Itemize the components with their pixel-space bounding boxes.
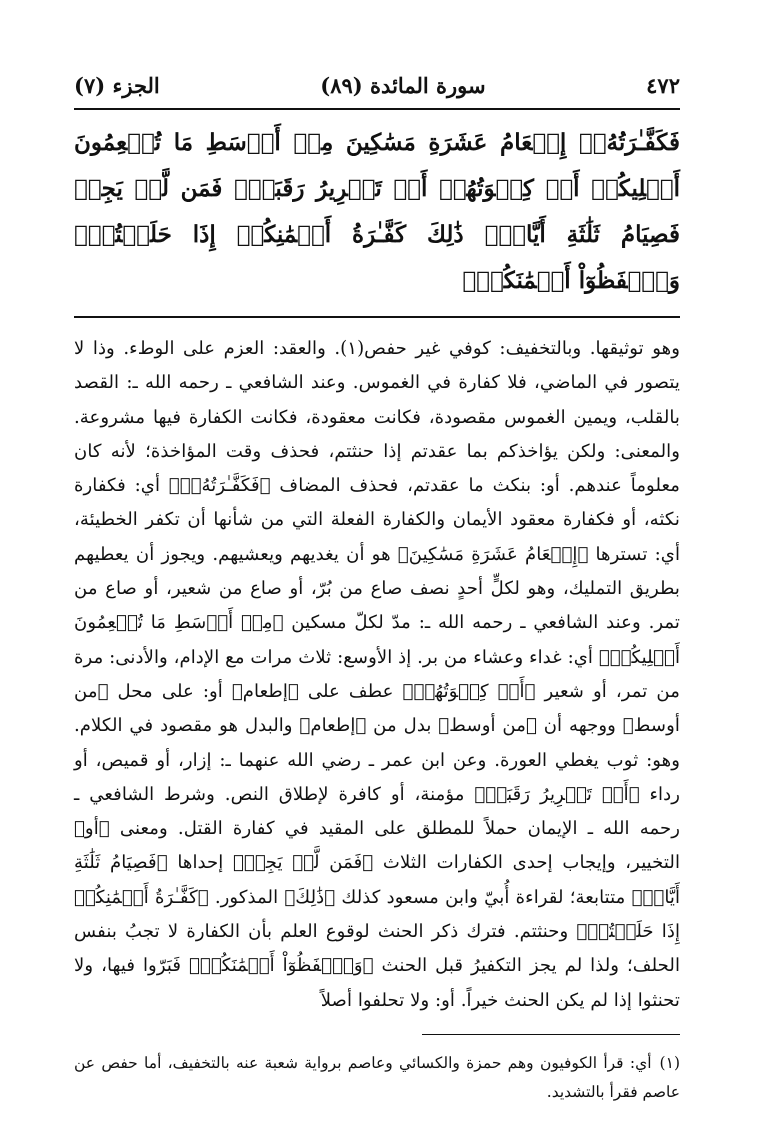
surah-title: سورة المائدة (٨٩) [320,72,486,98]
footnote-number: (١) [659,1053,680,1072]
page-number: ٤٧٢ [646,72,680,98]
tafsir-paragraph: وهو توثيقها. وبالتخفيف: كوفي غير حفص(١). والعقد: العزم على الوطء. وذا لا يتصور في الماضي، فلا كفارة في الغموس. وعند الشافعي ـ رحمه الله ـ: القصد بالقلب، ويمين الغموس مقصودة، فكانت معقودة، فكانت الكفارة فيها مشروعة. والمعنى: ولكن يؤاخذكم بما عقدتم إذا حنثتم، فحذف وقت المؤاخذة؛ لأنه كان معلوماً عندهم. أو: بنكث ما عقدتم، فحذف المضاف ﴿فَكَفَّـٰرَتُهُۥٓ﴾ أي: فكفارة نكثه، أو فكفارة معقود الأيمان والكفارة الفعلة التي من شأنها أن تكفر الخطيئة، أي: تسترها ﴿إِطۡعَامُ عَشَرَةِ مَسَٰكِينَ﴾ هو أن يغديهم ويعشيهم. ويجوز أن يعطيهم بطريق التمليك، وهو لكلٍّ أحدٍ نصف صاع من بُرّ، أو صاع من شعير، أو صاع من تمر. وعند الشافعي ـ رحمه الله ـ: مدّ لكلّ مسكين ﴿مِنۡ أَوۡسَطِ مَا تُطۡعِمُونَ أَهۡلِيكُمۡ﴾ أي: غداء وعشاء من بر. إذ الأوسع: ثلاث مرات مع الإدام، والأدنى: مرة من تمر، أو شعير ﴿أَوۡ كِسۡوَتُهُمۡ﴾ عطف على ﴿إطعام﴾ أو: على محل ﴿من أوسط﴾ ووجهه أن ﴿من أوسط﴾ بدل من ﴿إطعام﴾ والبدل هو مقصود في الكلام. وهو: ثوب يغطي العورة. وعن ابن عمر ـ رضي الله عنهما ـ: إزار، أو قميص، أو رداء ﴿أَوۡ تَحۡرِيرُ رَقَبَةٖ﴾ مؤمنة، أو كافرة لإطلاق النص. وشرط الشافعي ـ رحمه الله ـ الإيمان حملاً للمطلق على المقيد في كفارة القتل. ومعنى ﴿أو﴾ التخيير، وإيجاب إحدى الكفارات الثلاث ﴿فَمَن لَّمۡ يَجِدۡ﴾ إحداها ﴿فَصِيَامُ ثَلَٰثَةِ أَيَّامٖ﴾ متتابعة؛ لقراءة أُبيّ وابن مسعود كذلك ﴿ذَٰلِكَ﴾ المذكور. ﴿كَفَّـٰرَةُ أَيۡمَٰنِكُمۡ إِذَا حَلَفۡتُمۡ﴾ وحنثتم. فترك ذكر الحنث لوقوع العلم بأن الكفارة لا تجبُ بنفس الحلف؛ ولذا لم يجز التكفيرُ قبل الحنث ﴿وَٱحۡفَظُوٓاْ أَيۡمَٰنَكُمۡ﴾ فَبَرّوا فيها، ولا تحنثوا إذا لم يكن الحنث خيراً. أو: ولا تحلفوا أصلاً [74,338,680,1011]
part-label: الجزء (٧) [74,72,160,98]
verse-rule [74,316,680,318]
tafsir-body [74,332,680,1018]
footnote-rule [422,1034,680,1035]
quran-verse: فَكَفَّـٰرَتُهُۥٓ إِطۡعَامُ عَشَرَةِ مَسَٰكِينَ مِنۡ أَوۡسَطِ مَا تُطۡعِمُونَ أَهۡلِيكُمۡ أَوۡ كِسۡوَتُهُمۡ أَوۡ تَحۡرِيرُ رَقَبَةٖۖ فَمَن لَّمۡ يَجِدۡ فَصِيَامُ ثَلَٰثَةِ أَيَّامٖۚ ذَٰلِكَ كَفَّـٰرَةُ أَيۡمَٰنِكُمۡ إِذَا حَلَفۡتُمۡۚ وَٱحۡفَظُوٓاْ أَيۡمَٰنَكُمۡۚ [74,129,680,294]
page-header [74,62,680,108]
footnote-text: أي: قرأ الكوفيون وهم حمزة والكسائي وعاصم برواية شعبة عنه بالتخفيف، أما حفص عن عاصم فقرأ بالتشديد. [74,1053,680,1101]
book-page [74,62,680,1107]
footnote [74,1049,680,1107]
